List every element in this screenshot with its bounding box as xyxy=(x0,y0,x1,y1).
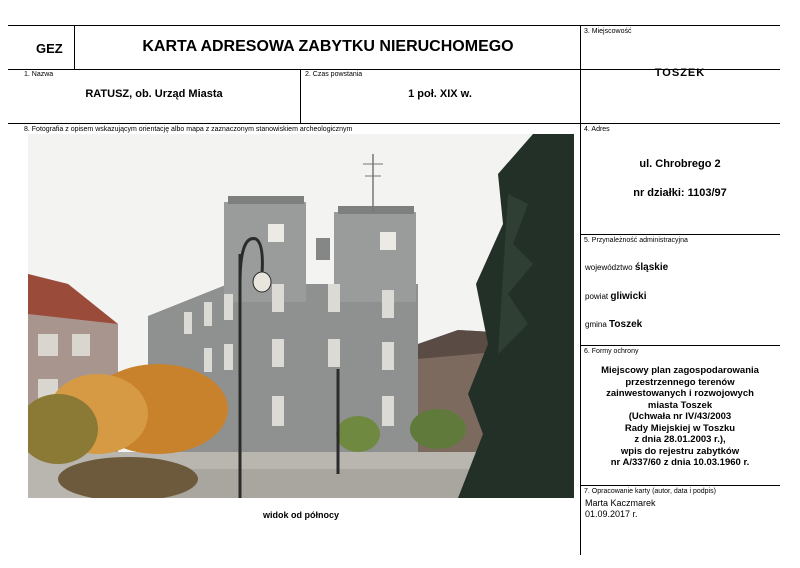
locality-value: TOSZEK xyxy=(654,67,706,79)
photo-label: 8. Fotografia z opisem wskazującym orientację albo mapa z zaznaczonym stanowiskiem archeologicznym xyxy=(24,126,353,133)
author-label: 7. Opracowanie karty (autor, data i podpis) xyxy=(584,488,716,495)
county-value: gliwicki xyxy=(610,291,647,302)
author-name: Marta Kaczmarek xyxy=(585,498,656,508)
period-label: 2. Czas powstania xyxy=(305,71,363,78)
voivodeship-value: śląskie xyxy=(634,262,669,273)
county-row xyxy=(585,291,646,302)
document-code: GEZ xyxy=(36,41,63,56)
address-label: 4. Adres xyxy=(584,126,610,133)
name-value: RATUSZ, ob. Urząd Miasta xyxy=(85,88,223,100)
name-label: 1. Nazwa xyxy=(24,71,54,78)
voivodeship-label: województwo xyxy=(585,263,633,272)
document-title: KARTA ADRESOWA ZABYTKU NIERUCHOMEGO xyxy=(142,38,514,55)
town-hall-photo xyxy=(28,134,574,498)
author-date: 01.09.2017 r. xyxy=(585,509,638,519)
commune-row xyxy=(585,319,642,330)
photo-caption: widok od północy xyxy=(263,510,339,520)
address-street: ul. Chrobrego 2 xyxy=(639,158,721,170)
commune-label: gmina xyxy=(585,320,607,329)
locality-label: 3. Miejscowość xyxy=(584,28,632,35)
address-plot: nr działki: 1103/97 xyxy=(633,187,727,199)
admin-label: 5. Przynależność administracyjna xyxy=(584,237,688,244)
commune-value: Toszek xyxy=(609,319,643,330)
voivodeship-row xyxy=(585,262,668,273)
county-label: powiat xyxy=(585,292,609,301)
protection-text: Miejscowy plan zagospodarowania przestrzennego terenów zainwestowanych i rozwojowych miasta Toszek (Uchwała nr IV/43/2003 Rady Miejskiej w Toszku z dnia 28.01.2003 r.), wpis do rejestru zabytków nr A/337/60 z dnia 10.03.1960 r. xyxy=(601,365,759,468)
protection-label: 6. Formy ochrony xyxy=(584,348,639,355)
period-value: 1 poł. XIX w. xyxy=(408,88,472,100)
